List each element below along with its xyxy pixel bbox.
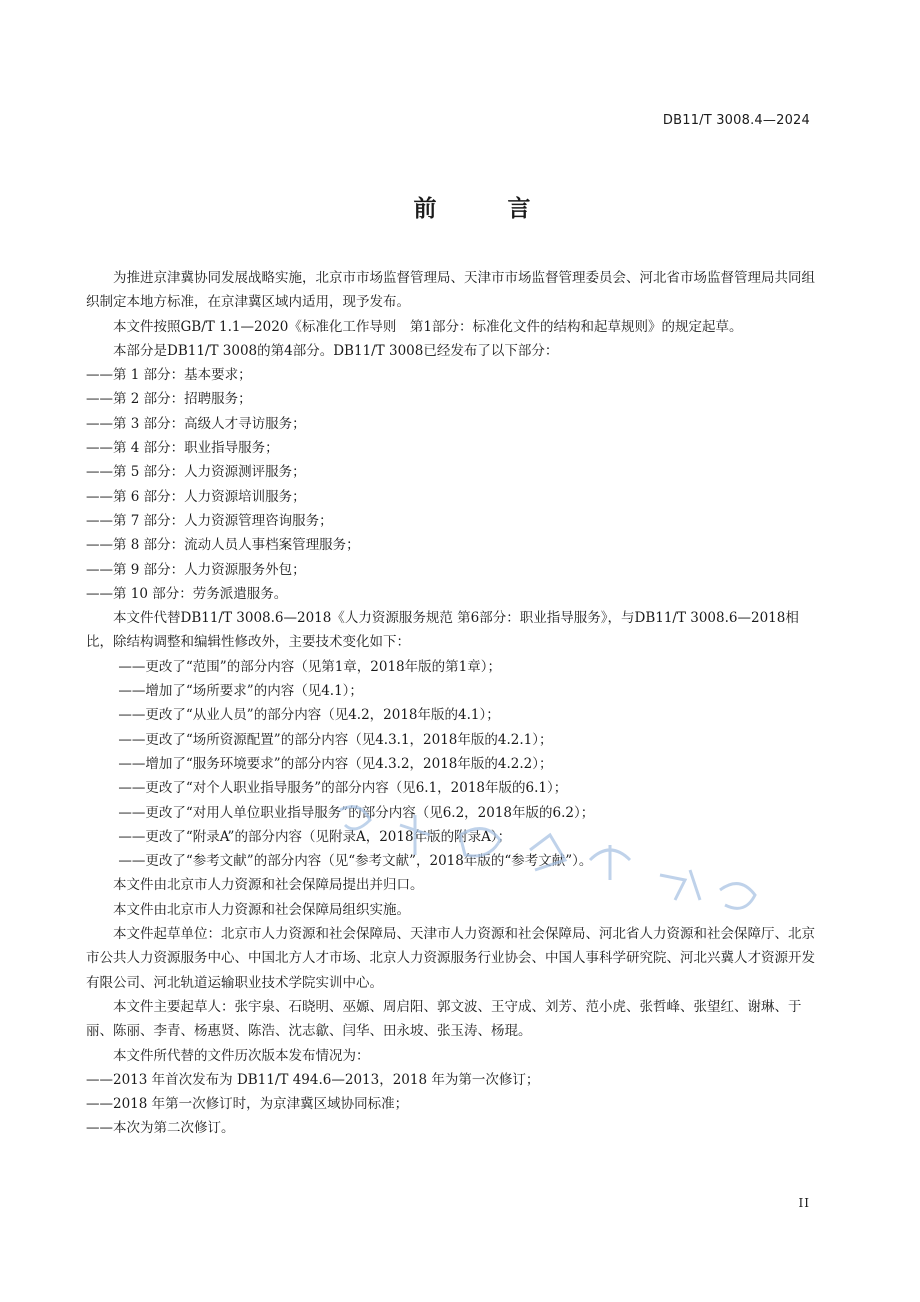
replacement-paragraph: 本文件代替DB11/T 3008.6—2018《人力资源服务规范 第6部分：职业指导服务》，与DB11/T 3008.6—2018相比，除结构调整和编辑性修改外，主要技术变化如下： xyxy=(86,610,799,651)
list-item: ——第 7 部分：人力资源管理咨询服务； xyxy=(86,512,333,529)
list-item: ——第 4 部分：职业指导服务； xyxy=(86,440,279,457)
list-item: ——第 6 部分：人力资源培训服务； xyxy=(86,488,306,505)
page-title: 前 言 xyxy=(413,196,555,222)
list-item: ——第 10 部分：劳务派遣服务。 xyxy=(86,585,288,602)
page-number: II xyxy=(798,1196,810,1210)
history-intro-paragraph: 本文件所代替的文件历次版本发布情况为： xyxy=(113,1047,370,1064)
intro-paragraph: 为推进京津冀协同发展战略实施，北京市市场监督管理局、天津市市场监督管理委员会、河北省市场监督管理局共同组织制定本地方标准，在京津冀区域内适用，现予发布。 xyxy=(86,270,815,311)
implementer-paragraph: 本文件由北京市人力资源和社会保障局组织实施。 xyxy=(113,901,410,918)
list-item: ——2018 年第一次修订时，为京津冀区域协同标准； xyxy=(86,1096,409,1113)
drafters-paragraph: 本文件主要起草人：张宇泉、石晓明、巫嫄、周启阳、郭文波、王守成、刘芳、范小虎、张哲峰、张望红、谢琳、于丽、陈丽、李青、杨惠贤、陈浩、沈志歙、闫华、田永坡、张玉涛、杨琨。 xyxy=(86,998,802,1040)
list-item: ——更改了“从业人员”的部分内容（见4.2，2018年版的4.1）； xyxy=(118,707,500,724)
list-item: ——第 5 部分：人力资源测评服务； xyxy=(86,464,306,481)
document-body xyxy=(86,266,815,1141)
list-item: ——更改了“场所资源配置”的部分内容（见4.3.1，2018年版的4.2.1）； xyxy=(118,731,553,748)
document-code: DB11/T 3008.4—2024 xyxy=(662,113,810,128)
list-item: ——第 8 部分：流动人员人事档案管理服务； xyxy=(86,537,360,554)
list-item: ——增加了“服务环境要求”的部分内容（见4.3.2，2018年版的4.2.2）； xyxy=(118,755,553,772)
list-item: ——第 9 部分：人力资源服务外包； xyxy=(86,561,306,578)
list-item: ——更改了“参考文献”的部分内容（见“参考文献”，2018年版的“参考文献”）。 xyxy=(118,853,593,870)
drafting-rule-paragraph: 本文件按照GB/T 1.1—2020《标准化工作导则 第1部分：标准化文件的结构和起草规则》的规定起草。 xyxy=(113,318,743,335)
watermark-graphic xyxy=(330,780,790,930)
list-item: ——更改了“附录A”的部分内容（见附录A，2018年版的附录A）； xyxy=(118,828,512,845)
list-item: ——第 1 部分：基本要求； xyxy=(86,367,252,384)
list-item: ——更改了“对用人单位职业指导服务”的部分内容（见6.2，2018年版的6.2）； xyxy=(118,804,595,821)
list-item: ——更改了“范围”的部分内容（见第1章，2018年版的第1章）； xyxy=(118,658,501,675)
list-item: ——更改了“对个人职业指导服务”的部分内容（见6.1，2018年版的6.1）； xyxy=(118,780,568,797)
list-item: ——增加了“场所要求”的内容（见4.1）； xyxy=(118,683,363,700)
parts-list xyxy=(86,363,815,606)
history-list xyxy=(86,1068,815,1141)
proposer-paragraph: 本文件由北京市人力资源和社会保障局提出并归口。 xyxy=(113,877,424,894)
list-item: ——本次为第二次修订。 xyxy=(86,1120,235,1137)
parts-intro-paragraph: 本部分是DB11/T 3008的第4部分。DB11/T 3008已经发布了以下部分： xyxy=(113,342,559,359)
drafting-units-paragraph: 本文件起草单位：北京市人力资源和社会保障局、天津市人力资源和社会保障局、河北省人力资源和社会保障厅、北京市公共人力资源服务中心、中国北方人才市场、北京人力资源服务行业协会、中国人事科学研究院、河北兴冀人才资源开发有限公司、河北轨道运输职业技术学院实训中心。 xyxy=(86,926,815,991)
watermark xyxy=(330,780,790,930)
list-item: ——第 2 部分：招聘服务； xyxy=(86,391,252,408)
list-item: ——2013 年首次发布为 DB11/T 494.6—2013，2018 年为第一次修订； xyxy=(86,1071,540,1088)
list-item: ——第 3 部分：高级人才寻访服务； xyxy=(86,415,306,432)
